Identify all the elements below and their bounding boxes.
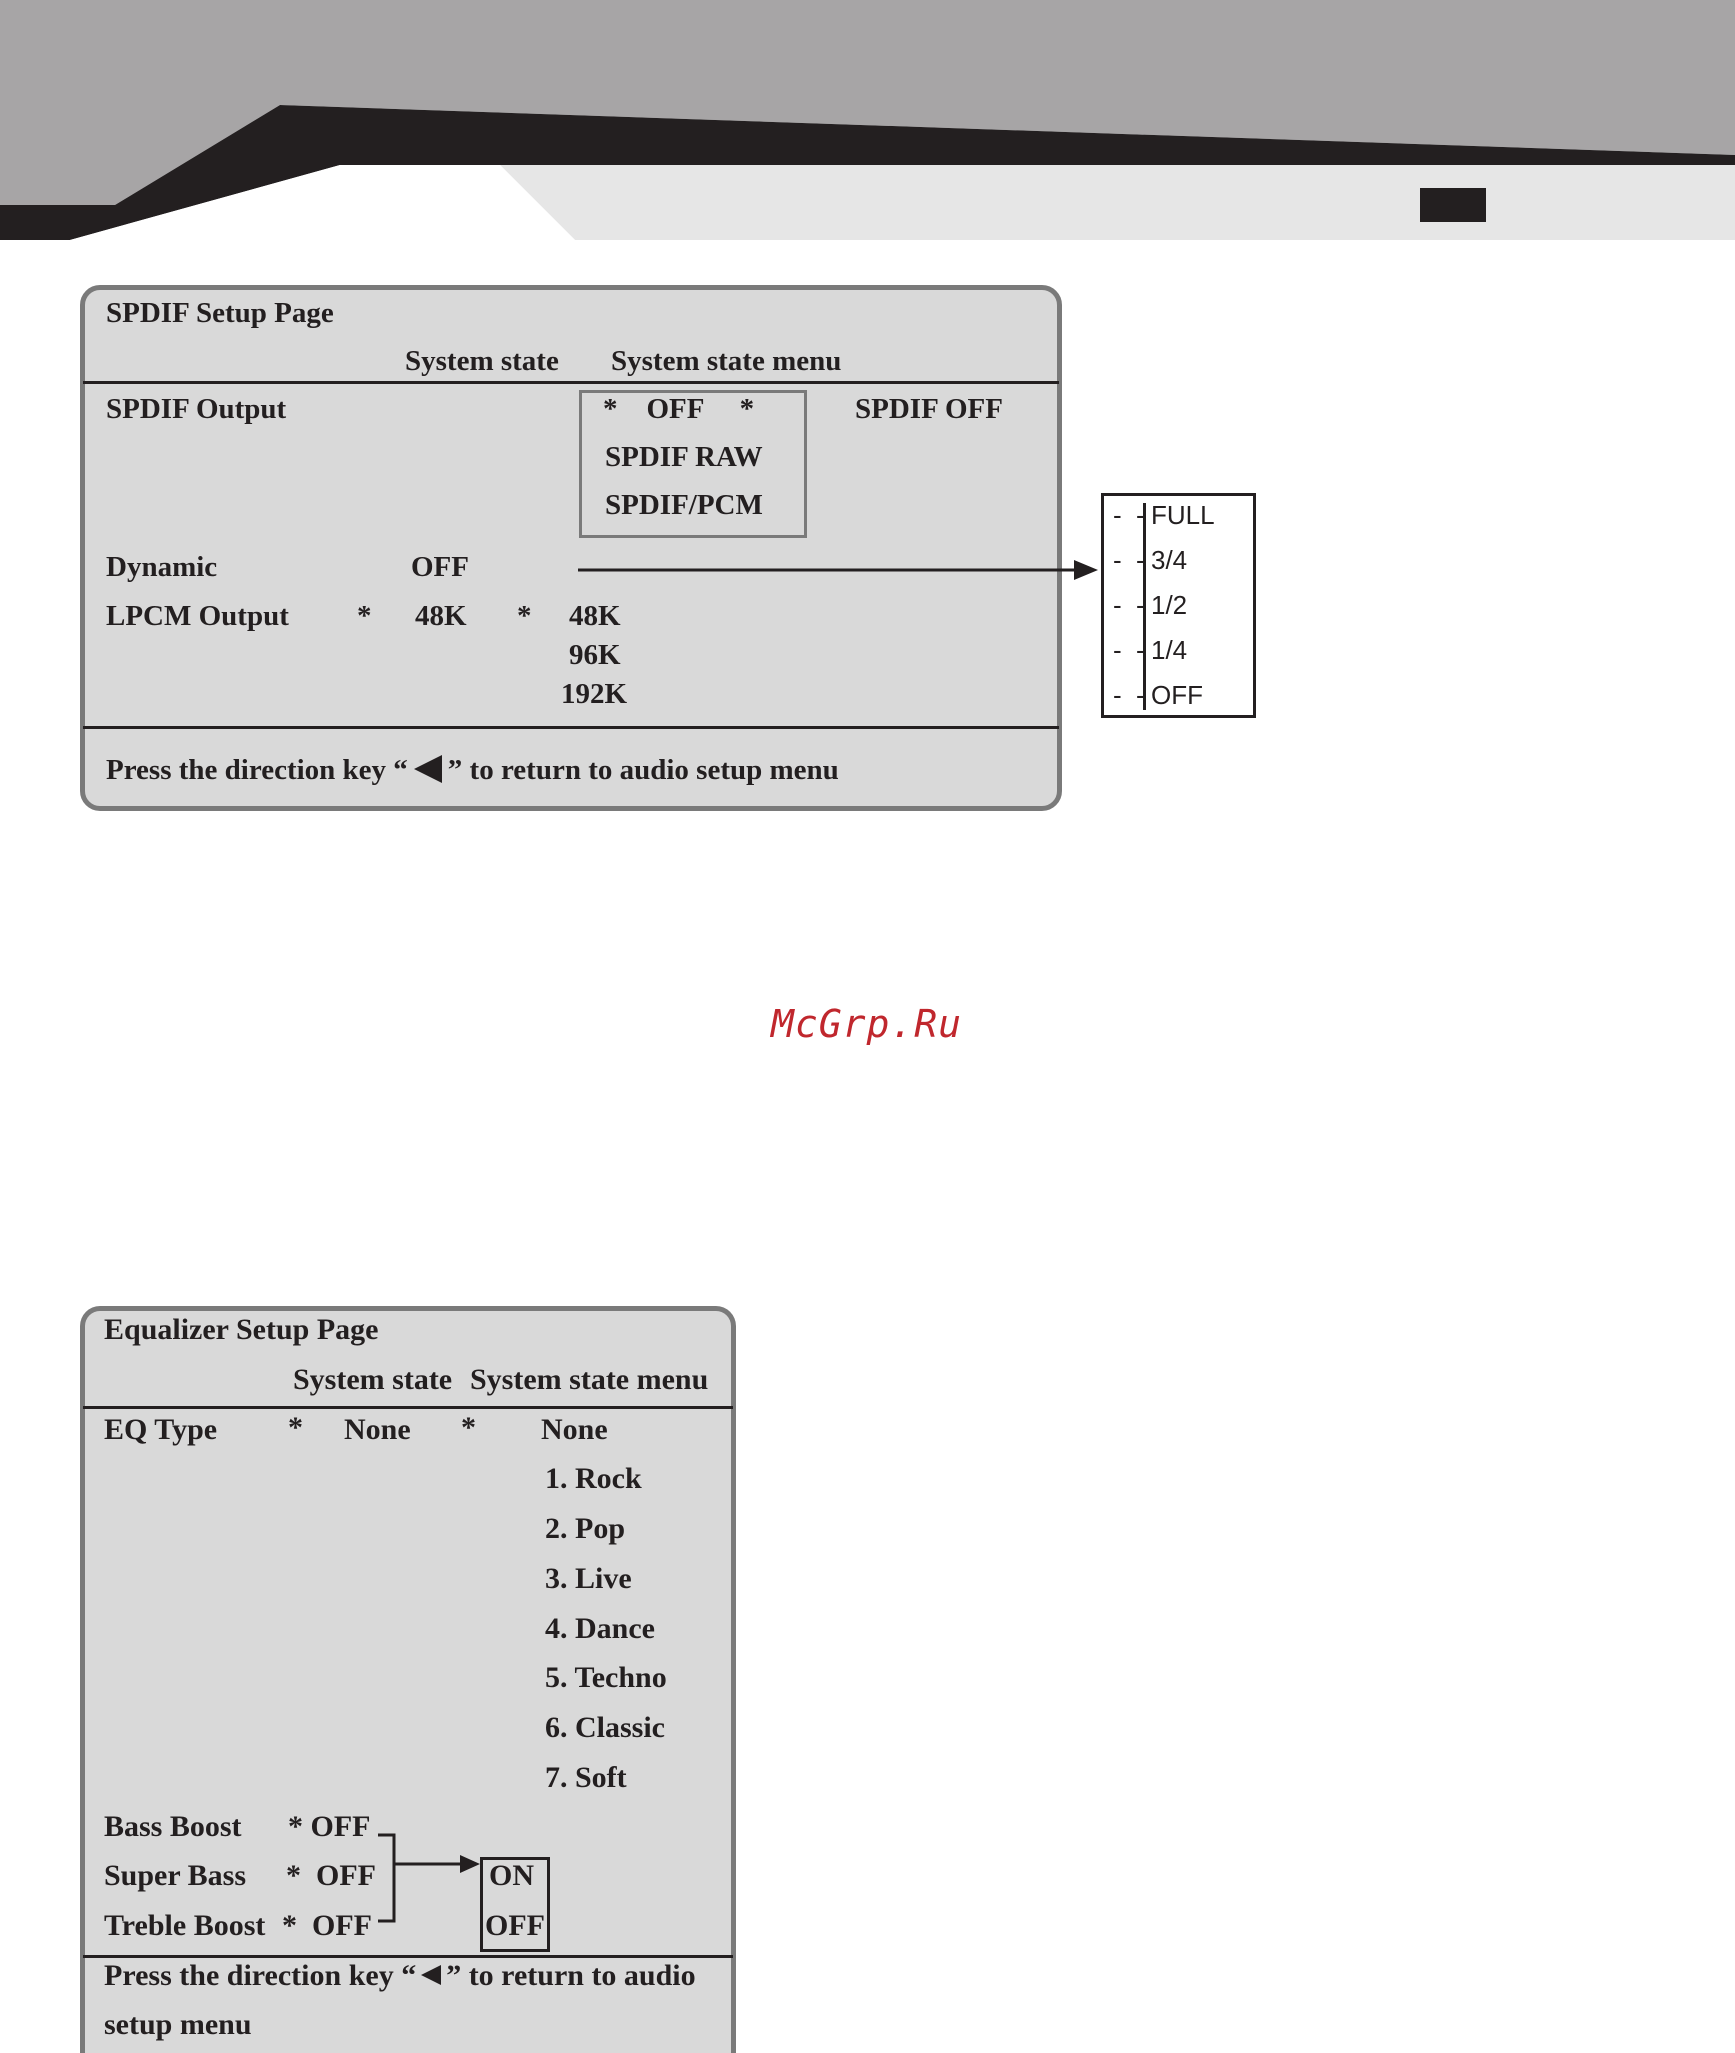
eq-type-option[interactable]: 5. Techno xyxy=(545,1661,667,1694)
left-triangle-icon xyxy=(421,1965,441,1985)
lpcm-option[interactable]: 192K xyxy=(561,678,628,710)
on-option[interactable]: ON xyxy=(489,1859,534,1892)
dynamic-level-item[interactable]: 1/2 xyxy=(1151,590,1188,620)
eq-type-option[interactable]: 7. Soft xyxy=(545,1761,627,1794)
bass-boost-label: Bass Boost xyxy=(104,1810,242,1843)
super-bass-label: Super Bass xyxy=(104,1859,247,1892)
dynamic-level-tick: - xyxy=(1136,680,1145,710)
dynamic-level-tick: - xyxy=(1136,500,1145,530)
eq-footer-text xyxy=(104,1958,696,1994)
eq-type-option[interactable]: None xyxy=(541,1413,608,1446)
dynamic-level-item[interactable]: FULL xyxy=(1151,500,1215,530)
eq-type-star: * xyxy=(288,1411,303,1444)
lpcm-output-label: LPCM Output xyxy=(106,600,289,632)
eq-type-option[interactable]: 4. Dance xyxy=(545,1612,655,1645)
dynamic-level-tick: - xyxy=(1136,545,1145,575)
footer-text-start: Press the direction key “ xyxy=(106,754,408,786)
spdif-footer-divider xyxy=(83,726,1059,729)
spdif-setup-panel xyxy=(80,285,1062,811)
left-triangle-icon xyxy=(414,755,442,783)
spdif-output-option[interactable]: SPDIF RAW xyxy=(605,441,763,473)
boost-bracket-arrow xyxy=(376,1820,480,1932)
spdif-output-option[interactable]: * OFF * xyxy=(603,393,755,425)
dynamic-level-item[interactable]: 1/4 xyxy=(1151,635,1188,665)
dynamic-level-tick: - xyxy=(1136,590,1145,620)
eq-type-star: * xyxy=(461,1411,476,1444)
spdif-output-value: SPDIF OFF xyxy=(855,393,1003,425)
eq-type-value: None xyxy=(344,1413,411,1446)
spdif-footer-text xyxy=(106,753,839,787)
spdif-col-system-state: System state xyxy=(405,345,559,377)
lpcm-option[interactable]: 96K xyxy=(569,639,621,671)
treble-boost-value: * OFF xyxy=(282,1909,372,1942)
footer-text-start: Press the direction key “ xyxy=(104,1959,417,1992)
treble-boost-label: Treble Boost xyxy=(104,1909,266,1942)
eq-col-system-state-menu: System state menu xyxy=(470,1363,709,1396)
eq-footer-text-line2: setup menu xyxy=(104,2008,252,2041)
spdif-output-option[interactable]: SPDIF/PCM xyxy=(605,489,763,521)
footer-text-end: ” to return to audio xyxy=(446,1959,696,1992)
dynamic-level-item[interactable]: 3/4 xyxy=(1151,545,1188,575)
dynamic-level-tick: - xyxy=(1113,500,1122,530)
eq-type-option[interactable]: 2. Pop xyxy=(545,1512,626,1545)
dynamic-value: OFF xyxy=(411,551,469,583)
dynamic-level-item[interactable]: OFF xyxy=(1151,680,1203,710)
super-bass-value: * OFF xyxy=(286,1859,376,1892)
spdif-output-label: SPDIF Output xyxy=(106,393,287,425)
page-header-graphic xyxy=(0,0,1735,245)
eq-type-label: EQ Type xyxy=(104,1413,218,1446)
eq-col-system-state: System state xyxy=(293,1363,453,1396)
dynamic-level-tick: - xyxy=(1113,590,1122,620)
footer-text-end: ” to return to audio setup menu xyxy=(447,754,839,786)
lpcm-value: 48K xyxy=(415,600,467,632)
page-number-tab xyxy=(1420,188,1486,222)
off-option[interactable]: OFF xyxy=(485,1909,545,1942)
eq-type-option[interactable]: 3. Live xyxy=(545,1562,632,1595)
dynamic-level-tick: - xyxy=(1113,635,1122,665)
lpcm-option[interactable]: 48K xyxy=(569,600,621,632)
lpcm-star: * xyxy=(517,600,532,632)
dynamic-level-tick: - xyxy=(1113,680,1122,710)
spdif-col-system-state-menu: System state menu xyxy=(611,345,842,377)
bass-boost-value: * OFF xyxy=(288,1810,371,1843)
dynamic-level-tick: - xyxy=(1136,635,1145,665)
dynamic-label: Dynamic xyxy=(106,551,218,583)
watermark-text: McGrp.Ru xyxy=(771,1002,963,1046)
dynamic-level-tick: - xyxy=(1113,545,1122,575)
eq-type-option[interactable]: 6. Classic xyxy=(545,1711,665,1744)
dynamic-arrow xyxy=(578,556,1098,584)
eq-header-divider xyxy=(83,1406,733,1409)
eq-type-option[interactable]: 1. Rock xyxy=(545,1462,642,1495)
spdif-header-divider xyxy=(83,381,1059,384)
lpcm-star: * xyxy=(357,600,372,632)
spdif-title: SPDIF Setup Page xyxy=(106,297,334,329)
equalizer-title: Equalizer Setup Page xyxy=(104,1313,379,1346)
